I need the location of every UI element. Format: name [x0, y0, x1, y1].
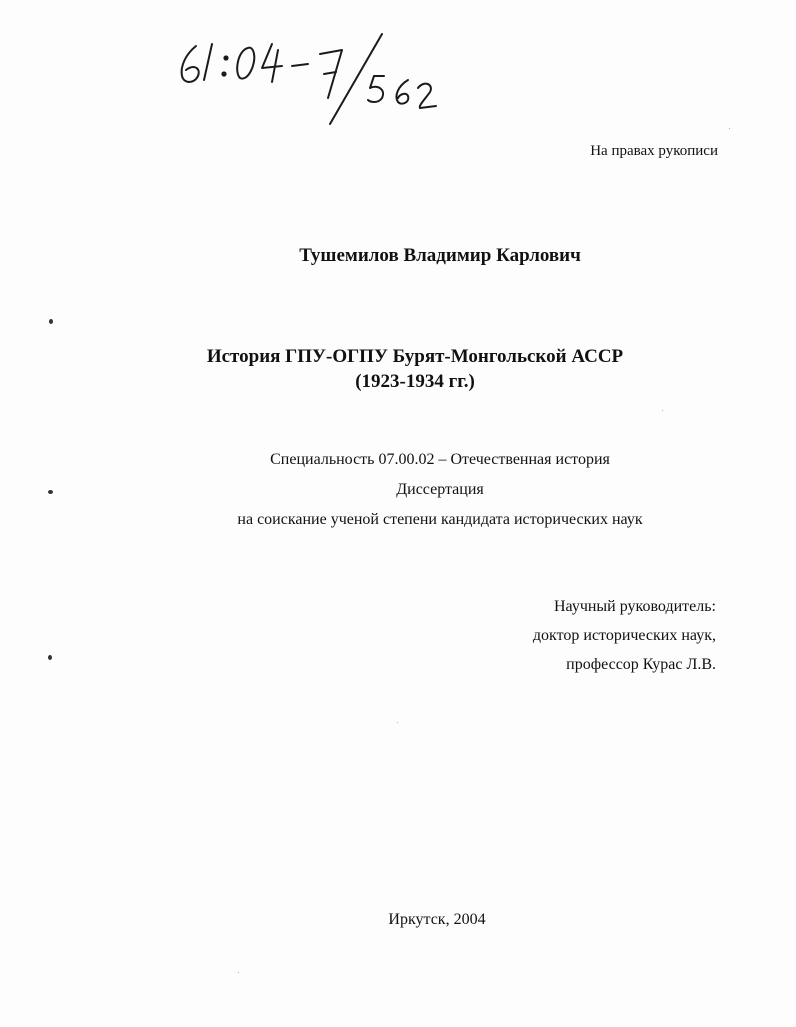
- city-year: Иркутск, 2004: [388, 911, 486, 928]
- dissertation-title: [0, 344, 796, 394]
- scan-speck: [397, 722, 398, 723]
- supervisor-name: профессор Курас Л.В.: [566, 656, 716, 673]
- author-name: Тушемилов Владимир Карлович: [299, 245, 581, 266]
- title-line-2: (1923-1934 гг.): [355, 371, 475, 392]
- degree-block: [0, 445, 796, 535]
- handwritten-number-drawing: [170, 20, 460, 130]
- rights-note: На правах рукописи: [590, 143, 718, 159]
- scan-speck: [238, 972, 239, 973]
- scan-speck: [662, 410, 663, 411]
- handwritten-catalog-number: [170, 20, 460, 130]
- supervisor-block: [533, 592, 716, 679]
- title-line-1: История ГПУ-ОГПУ Бурят-Монгольской АССР: [206, 346, 624, 367]
- dissertation-type: Диссертация: [396, 481, 484, 498]
- supervisor-label: Научный руководитель:: [553, 598, 716, 615]
- scan-speck: [49, 319, 53, 324]
- degree-purpose: на соискание ученой степени кандидата исторических наук: [237, 511, 643, 528]
- scan-speck: [729, 128, 730, 129]
- scan-speck: [48, 655, 52, 660]
- supervisor-degree: доктор исторических наук,: [532, 627, 716, 644]
- specialty-line: Специальность 07.00.02 – Отечественная история: [270, 451, 610, 468]
- scan-speck: [48, 490, 53, 494]
